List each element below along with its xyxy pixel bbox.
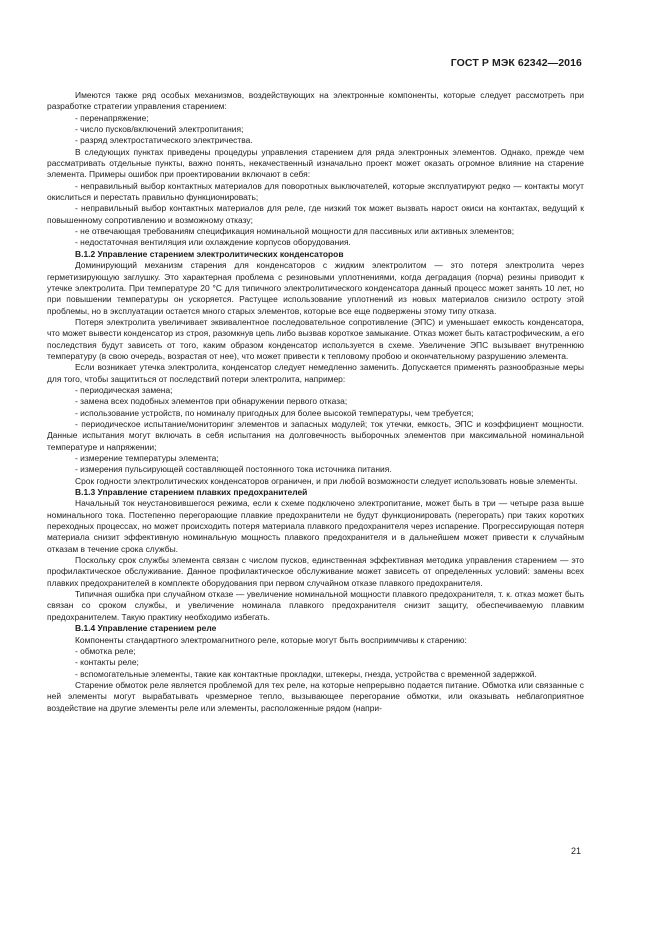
list-item: - вспомогательные элементы, такие как контактные прокладки, штекеры, гнезда, устройства с временной задержкой. bbox=[75, 668, 537, 679]
paragraph: Имеются также ряд особых механизмов, воздействующих на электронные компоненты, которые следует рассмотреть при разработке стратегии управления старением: bbox=[47, 90, 584, 112]
paragraph: Поскольку срок службы элемента связан с числом пусков, единственная эффективная методика управления старением — это профилактическое обслуживание. Данное профилактическое обслуживание может зависеть от определенных условий: замены всех плавких предохранителей в комплекте оборудования при первом случайном отказе плавкого предохранителя. bbox=[47, 555, 584, 588]
list-item: - перенапряжение; bbox=[75, 112, 149, 123]
section-heading: В.1.2 Управление старением электролитических конденсаторов bbox=[75, 248, 344, 259]
list-item: - разряд электростатического электричества. bbox=[75, 135, 253, 146]
list-item: - измерения пульсирующей составляющей постоянного тока источника питания. bbox=[75, 464, 392, 475]
list-item: - измерение температуры элемента; bbox=[75, 453, 219, 463]
list-item: - обмотка реле; bbox=[75, 645, 136, 656]
paragraph: Доминирующий механизм старения для конденсаторов с жидким электролитом — это потеря электролита через герметизирующую заглушку. Это характерная проблема с резиновыми уплотнениями, когда деградация (порча) резины приводит к утечке электролита. При температуре 20 °С для типичного электролитического конденсатора данный процесс может занять 10 лет, но при повышении температуры он ускоряется. Растущее использование уплотнений из новых материалов снизило остроту этой проблемы, но в эксплуатации остается много старых элементов, которые все еще подвержены этому типу отказа. bbox=[47, 260, 584, 316]
paragraph: Старение обмоток реле является проблемой для тех реле, на которые непрерывно подается питание. Обмотка или связанные с ней элементы могут вырабатывать чрезмерное тепло, вызывающее перегорание обмотки, или оказывать неблагоприятное воздействие на другие элементы реле или элементы, расположенные рядом (напри- bbox=[47, 679, 584, 713]
section-heading: В.1.4 Управление старением реле bbox=[75, 623, 217, 634]
paragraph: Начальный ток неустановившегося режима, если к схеме подключено электропитание, может быть в три — четыре раза выше номинального тока. Постепенно перегорающие плавкие предохранители не будут функционировать (перегорать) при таких коротких переходных процессах, но может происходить потеря материала плавкого предохранителя через испарение. Прогрессирующая потеря материала снизит эффективную номинальную мощность плавкого предохранителя и в дальнейшем может привести к случайным отказам в течение срока службы. bbox=[47, 498, 584, 554]
document-body bbox=[47, 90, 584, 714]
list-item: - неправильный выбор контактных материалов для реле, где низкий ток может вызвать нарост окиси на контактах, ведущий к повышенному сопротивлению и возможному отказу; bbox=[47, 203, 584, 225]
list-item: - использование устройств, по номиналу пригодных для более высокой температуры, чем требуется; bbox=[75, 407, 474, 418]
list-item: - недостаточная вентиляция или охлаждение корпусов оборудования. bbox=[75, 237, 351, 248]
list-item: - число пусков/включений электропитания; bbox=[75, 124, 244, 135]
paragraph: Компоненты стандартного электромагнитного реле, которые могут быть восприимчивы к старению: bbox=[75, 634, 467, 645]
list-item: - замена всех подобных элементов при обнаружении первого отказа; bbox=[75, 396, 348, 407]
paragraph: Типичная ошибка при случайном отказе — увеличение номинальной мощности плавкого предохранителя, т. к. отказ может быть связан со сроком службы, и увеличение номинала плавкого предохранителя снизит защиту, обеспечиваемую плавким предохранителем. Такую практику необходимо избегать. bbox=[47, 589, 584, 622]
paragraph: Потеря электролита увеличивает эквивалентное последовательное сопротивление (ЭПС) и уменьшает емкость конденсатора, что может вывести конденсатор из строя, разомкнув цепь либо вызвав короткое замыкание. Отказ может быть катастрофическим, а его последствия будут зависеть от того, каким образом конденсатор используется в схеме. Увеличение ЭПС вызывает внутреннюю температуру (в свою очередь, возрастая от нее), что может привести к тепловому пробою и окончательному разрушению элемента. bbox=[47, 316, 585, 361]
list-item: - контакты реле; bbox=[75, 657, 139, 668]
section-heading: В.1.3 Управление старением плавких предохранителей bbox=[75, 487, 308, 498]
list-item: - неправильный выбор контактных материалов для поворотных выключателей, которые эксплуатируют редко — контакты могут окислиться и перестать правильно функционировать; bbox=[47, 180, 584, 203]
paragraph: Если возникает утечка электролита, конденсатор следует немедленно заменить. Допускается применять разнообразные меры для того, чтобы защититься от последствий потери электролита, например: bbox=[47, 362, 584, 384]
standard-designation: ГОСТ Р МЭК 62342—2016 bbox=[450, 57, 582, 69]
list-item: - периодическое испытание/мониторинг элементов и запасных модулей; ток утечки, емкость, ЭПС и коэффициент мощности. Данные испытания могут включать в себя испытания на долговечность выборочных элементов при максимальной номинальной температуре и напряжении; bbox=[47, 418, 584, 452]
list-item: - не отвечающая требованиям спецификация номинальной мощности для пассивных или активных элементов; bbox=[75, 226, 515, 237]
paragraph: В следующих пунктах приведены процедуры управления старением для ряда электронных элементов. Однако, прежде чем рассматривать отдельные пункты, важно понять, некачественный изначально проект может оказать огромное влияние на старение элемента. Примеры ошибок при проектировании включают в себя: bbox=[47, 146, 584, 180]
paragraph: Срок годности электролитических конденсаторов ограничен, и при любой возможности следует использовать новые элементы. bbox=[75, 475, 578, 486]
page-number: 21 bbox=[571, 846, 582, 856]
list-item: - периодическая замена; bbox=[75, 384, 173, 395]
